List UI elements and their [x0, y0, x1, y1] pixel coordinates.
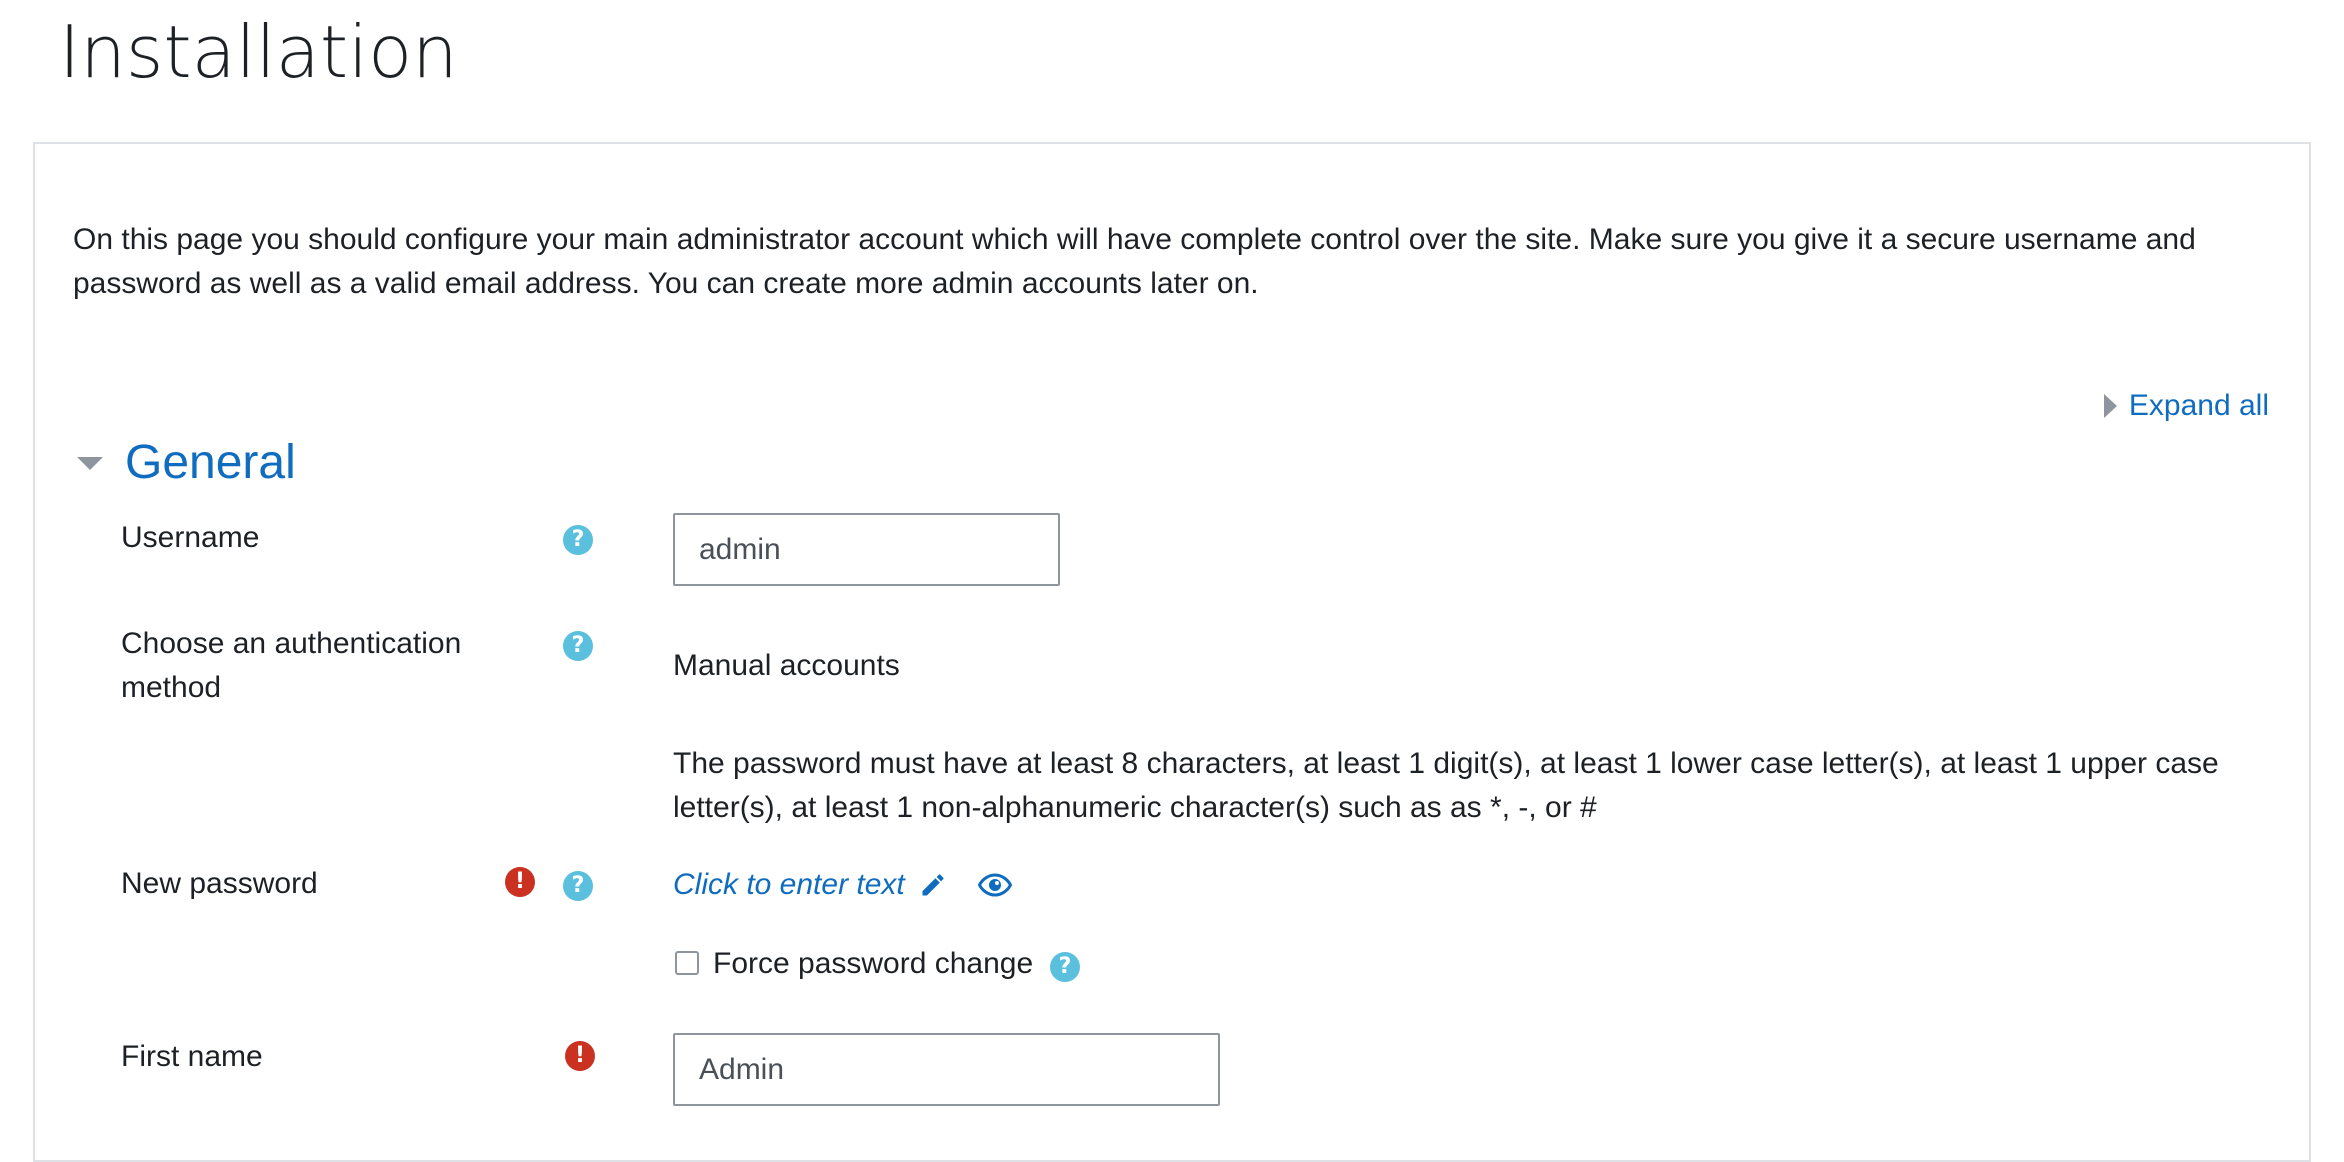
password-rules-text: The password must have at least 8 characters, at least 1 digit(s), at least 1 lower case letter(s), at least 1 upper case letter(s), at least 1 non-alphanumeric character(s) such as as *, -, or # — [673, 747, 2219, 824]
eye-icon[interactable] — [978, 872, 1012, 898]
expand-all-link[interactable] — [2104, 384, 2269, 428]
first-name-label: First name — [121, 1040, 263, 1073]
caret-right-icon — [2104, 394, 2117, 418]
intro-text: On this page you should configure your main administrator account which will have complete control over the site. Make sure you give it a secure username and password as well as a valid email address. You can create more admin accounts later on. — [73, 223, 2196, 300]
exclamation-circle-icon: ! — [505, 867, 535, 897]
new-password-label: New password — [121, 867, 318, 900]
exclamation-circle-icon: ! — [565, 1041, 595, 1071]
question-circle-icon[interactable]: ? — [563, 871, 593, 901]
username-label: Username — [121, 521, 260, 554]
expand-all-label: Expand all — [2128, 389, 2269, 422]
auth-method-label: Choose an authentication method — [121, 627, 462, 704]
username-input[interactable] — [673, 513, 1060, 586]
section-title: General — [125, 436, 296, 489]
new-password-editable[interactable] — [673, 863, 947, 907]
force-password-change-label: Force password change — [713, 947, 1034, 980]
question-circle-icon[interactable]: ? — [563, 525, 593, 555]
caret-down-icon — [77, 457, 103, 470]
pencil-icon — [919, 871, 947, 899]
question-circle-icon[interactable]: ? — [1050, 952, 1080, 982]
force-password-change-checkbox[interactable] — [675, 951, 699, 975]
question-circle-icon[interactable]: ? — [563, 631, 593, 661]
first-name-input[interactable] — [673, 1033, 1220, 1106]
auth-method-value: Manual accounts — [673, 649, 900, 682]
section-general-toggle[interactable] — [77, 432, 296, 494]
new-password-placeholder: Click to enter text — [673, 868, 905, 901]
page-title: Installation — [59, 10, 458, 94]
